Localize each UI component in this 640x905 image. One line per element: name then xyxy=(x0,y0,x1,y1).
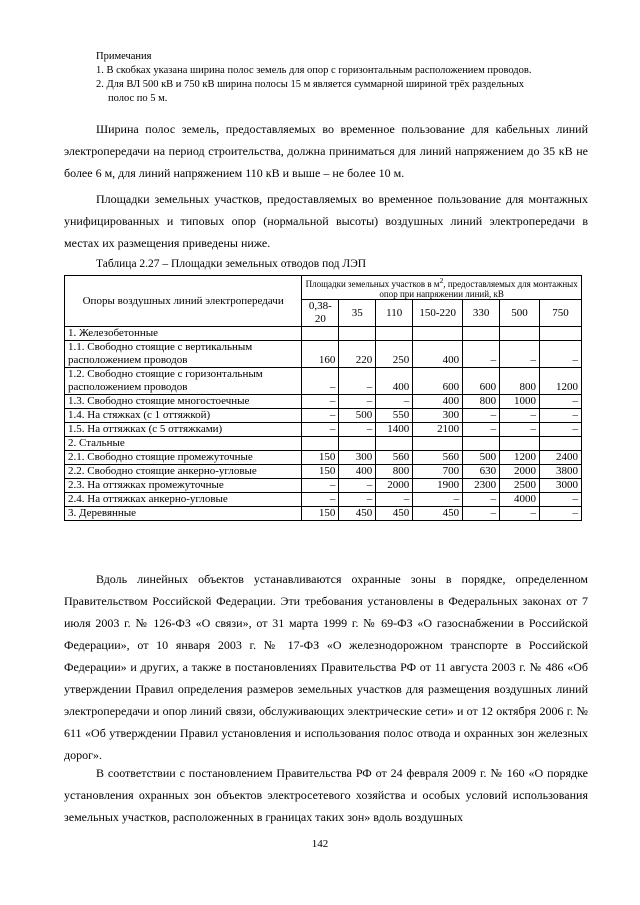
row-value xyxy=(540,327,582,341)
paragraph-land-plots: Площадки земельных участков, предоставляемых во временное пользование для монтажных унифицированных и типовых опор (нормальной высоты) воздушных линий электропередачи в местах их размещения приведены ниже. xyxy=(64,192,588,250)
voltage-header: 35 xyxy=(339,300,376,327)
row-value: 400 xyxy=(413,395,463,409)
row-value: – xyxy=(500,507,540,521)
row-value: 4000 xyxy=(500,493,540,507)
row-value: – xyxy=(302,395,339,409)
row-value: 500 xyxy=(339,409,376,423)
row-value: 400 xyxy=(413,341,463,368)
row-value: – xyxy=(463,341,500,368)
row-value: 500 xyxy=(463,451,500,465)
row-value: 2000 xyxy=(376,479,413,493)
note-1: 1. В скобках указана ширина полос земель для опор с горизонтальным расположением проводов. xyxy=(96,65,532,76)
row-value: – xyxy=(463,507,500,521)
row-value: 1000 xyxy=(500,395,540,409)
notes-block xyxy=(64,50,588,106)
row-value: 800 xyxy=(376,465,413,479)
row-value xyxy=(302,327,339,341)
table-row xyxy=(65,341,582,368)
row-value: – xyxy=(500,409,540,423)
row-value: 250 xyxy=(376,341,413,368)
row-value: – xyxy=(463,423,500,437)
row-value: 800 xyxy=(463,395,500,409)
note-2 xyxy=(64,78,588,106)
row-label: 1.3. Свободно стоящие многостоечные xyxy=(65,395,302,409)
header-supports: Опоры воздушных линий электропередачи xyxy=(65,276,302,327)
row-label: 2.3. На оттяжках промежуточные xyxy=(65,479,302,493)
row-label: 1.1. Свободно стоящие с вертикальным расположением проводов xyxy=(65,341,302,368)
voltage-header: 750 xyxy=(540,300,582,327)
row-value: 3000 xyxy=(540,479,582,493)
row-label: 2.1. Свободно стоящие промежуточные xyxy=(65,451,302,465)
row-value: – xyxy=(500,423,540,437)
row-value: – xyxy=(302,423,339,437)
notes-heading: Примечания xyxy=(96,51,152,62)
row-value: 1200 xyxy=(500,451,540,465)
row-value xyxy=(540,437,582,451)
row-value: 300 xyxy=(413,409,463,423)
header-plot-areas xyxy=(302,276,582,300)
row-value: 450 xyxy=(339,507,376,521)
page-number: 142 xyxy=(311,838,329,850)
table-row xyxy=(65,493,582,507)
table-row xyxy=(65,395,582,409)
voltage-header: 0,38-20 xyxy=(302,300,339,327)
row-value: – xyxy=(540,395,582,409)
row-value: 300 xyxy=(339,451,376,465)
row-value xyxy=(413,327,463,341)
row-value: – xyxy=(540,507,582,521)
row-value: 450 xyxy=(413,507,463,521)
row-value: – xyxy=(540,493,582,507)
row-value: – xyxy=(339,368,376,395)
table-row xyxy=(65,465,582,479)
table-body xyxy=(65,327,582,521)
row-value: 150 xyxy=(302,465,339,479)
row-value: 600 xyxy=(463,368,500,395)
row-value xyxy=(463,327,500,341)
land-allotment-table xyxy=(64,275,582,521)
row-value: – xyxy=(339,423,376,437)
row-value: – xyxy=(339,479,376,493)
row-value: – xyxy=(500,341,540,368)
row-value: 2300 xyxy=(463,479,500,493)
row-value: – xyxy=(302,409,339,423)
row-value xyxy=(339,437,376,451)
row-value xyxy=(500,437,540,451)
row-value: 450 xyxy=(376,507,413,521)
row-label: 1.4. На стяжках (с 1 оттяжкой) xyxy=(65,409,302,423)
row-value: 160 xyxy=(302,341,339,368)
row-value: – xyxy=(540,423,582,437)
row-value xyxy=(413,437,463,451)
row-value: 220 xyxy=(339,341,376,368)
row-label: 2.4. На оттяжках анкерно-угловые xyxy=(65,493,302,507)
row-value: 3800 xyxy=(540,465,582,479)
table-row xyxy=(65,437,582,451)
paragraph-protection-zones: Вдоль линейных объектов устанавливаются охранные зоны в порядке, определенном Правительством Российской Федерации. Эти требования установлены в Федеральных законах от 7 июля 2003 г. № 126-ФЗ «О связи», от 31 марта 1999 г. № 69-ФЗ «О газоснабжении в Российской Федерации», от 10 января 2003 г. № 17-ФЗ «О железнодорожном транспорте в Российской Федерации» и других, а также в постановлениях Правительства РФ от 11 августа 2003 г. № 486 «Об утверждении Правил определения размеров земельных участков для размещения воздушных линий электропередачи и опор линий связи, обслуживающих электрические сети» и от 12 октября 2006 г. № 611 «Об утверждении Правил установления и использования полос отвода и охранных зон железных дорог». xyxy=(64,572,588,762)
row-value: – xyxy=(376,493,413,507)
row-label: 1.5. На оттяжках (с 5 оттяжками) xyxy=(65,423,302,437)
row-value xyxy=(463,437,500,451)
table-row xyxy=(65,327,582,341)
row-value: 1900 xyxy=(413,479,463,493)
row-value: 1400 xyxy=(376,423,413,437)
row-value: 400 xyxy=(376,368,413,395)
paragraph-cable-lines: Ширина полос земель, предоставляемых во временное пользование для кабельных линий электропередачи на период строительства, должна приниматься для линий напряжением до 35 кВ не более 6 м, для линий напряжением 110 кВ и выше – не более 10 м. xyxy=(64,122,588,180)
row-value: 1200 xyxy=(540,368,582,395)
row-value: – xyxy=(339,395,376,409)
header-plot-areas-part-2: , предоставляемых для монтажных опор при напряжении линий, кВ xyxy=(379,279,578,299)
table-row xyxy=(65,409,582,423)
row-value: – xyxy=(463,409,500,423)
row-value: 2000 xyxy=(500,465,540,479)
table-row xyxy=(65,451,582,465)
voltage-header: 500 xyxy=(500,300,540,327)
row-value: 550 xyxy=(376,409,413,423)
row-label: 2.2. Свободно стоящие анкерно-угловые xyxy=(65,465,302,479)
row-value: 2400 xyxy=(540,451,582,465)
row-value: 700 xyxy=(413,465,463,479)
table-row xyxy=(65,507,582,521)
note-2-line-2: полос по 5 м. xyxy=(108,93,168,104)
row-value: 2500 xyxy=(500,479,540,493)
row-value: 150 xyxy=(302,507,339,521)
row-value: – xyxy=(302,493,339,507)
row-value: – xyxy=(302,479,339,493)
row-value: 2100 xyxy=(413,423,463,437)
voltage-header: 150-220 xyxy=(413,300,463,327)
row-value: – xyxy=(413,493,463,507)
row-value: – xyxy=(376,395,413,409)
row-value: – xyxy=(540,341,582,368)
note-2-line-1: 2. Для ВЛ 500 кВ и 750 кВ ширина полосы 15 м является суммарной шириной трёх раздельных xyxy=(96,79,524,90)
row-value: – xyxy=(302,368,339,395)
paragraph-decree-160: В соответствии с постановлением Правительства РФ от 24 февраля 2009 г. № 160 «О порядке установления охранных зон объектов электросетевого хозяйства и особых условий использования земельных участков, расположенных в границах таких зон» вдоль воздушных xyxy=(64,766,588,824)
row-label: 2. Стальные xyxy=(65,437,302,451)
row-value: – xyxy=(540,409,582,423)
row-value: 800 xyxy=(500,368,540,395)
table-row xyxy=(65,423,582,437)
row-value xyxy=(376,327,413,341)
row-label: 1. Железобетонные xyxy=(65,327,302,341)
table-caption: Таблица 2.27 – Площадки земельных отводов под ЛЭП xyxy=(96,258,367,270)
row-value xyxy=(376,437,413,451)
row-label: 1.2. Свободно стоящие с горизонтальным расположением проводов xyxy=(65,368,302,395)
header-plot-areas-part-1: Площадки земельных участков в м xyxy=(305,279,440,289)
row-value xyxy=(500,327,540,341)
row-value: 560 xyxy=(376,451,413,465)
header-plot-areas-superscript: 2 xyxy=(439,276,444,285)
row-value: – xyxy=(463,493,500,507)
row-value xyxy=(339,327,376,341)
row-value: 600 xyxy=(413,368,463,395)
row-value: 560 xyxy=(413,451,463,465)
row-value xyxy=(302,437,339,451)
row-value: 400 xyxy=(339,465,376,479)
table-row xyxy=(65,479,582,493)
voltage-header: 330 xyxy=(463,300,500,327)
row-value: – xyxy=(339,493,376,507)
row-value: 150 xyxy=(302,451,339,465)
row-label: 3. Деревянные xyxy=(65,507,302,521)
row-value: 630 xyxy=(463,465,500,479)
voltage-header: 110 xyxy=(376,300,413,327)
table-row xyxy=(65,368,582,395)
